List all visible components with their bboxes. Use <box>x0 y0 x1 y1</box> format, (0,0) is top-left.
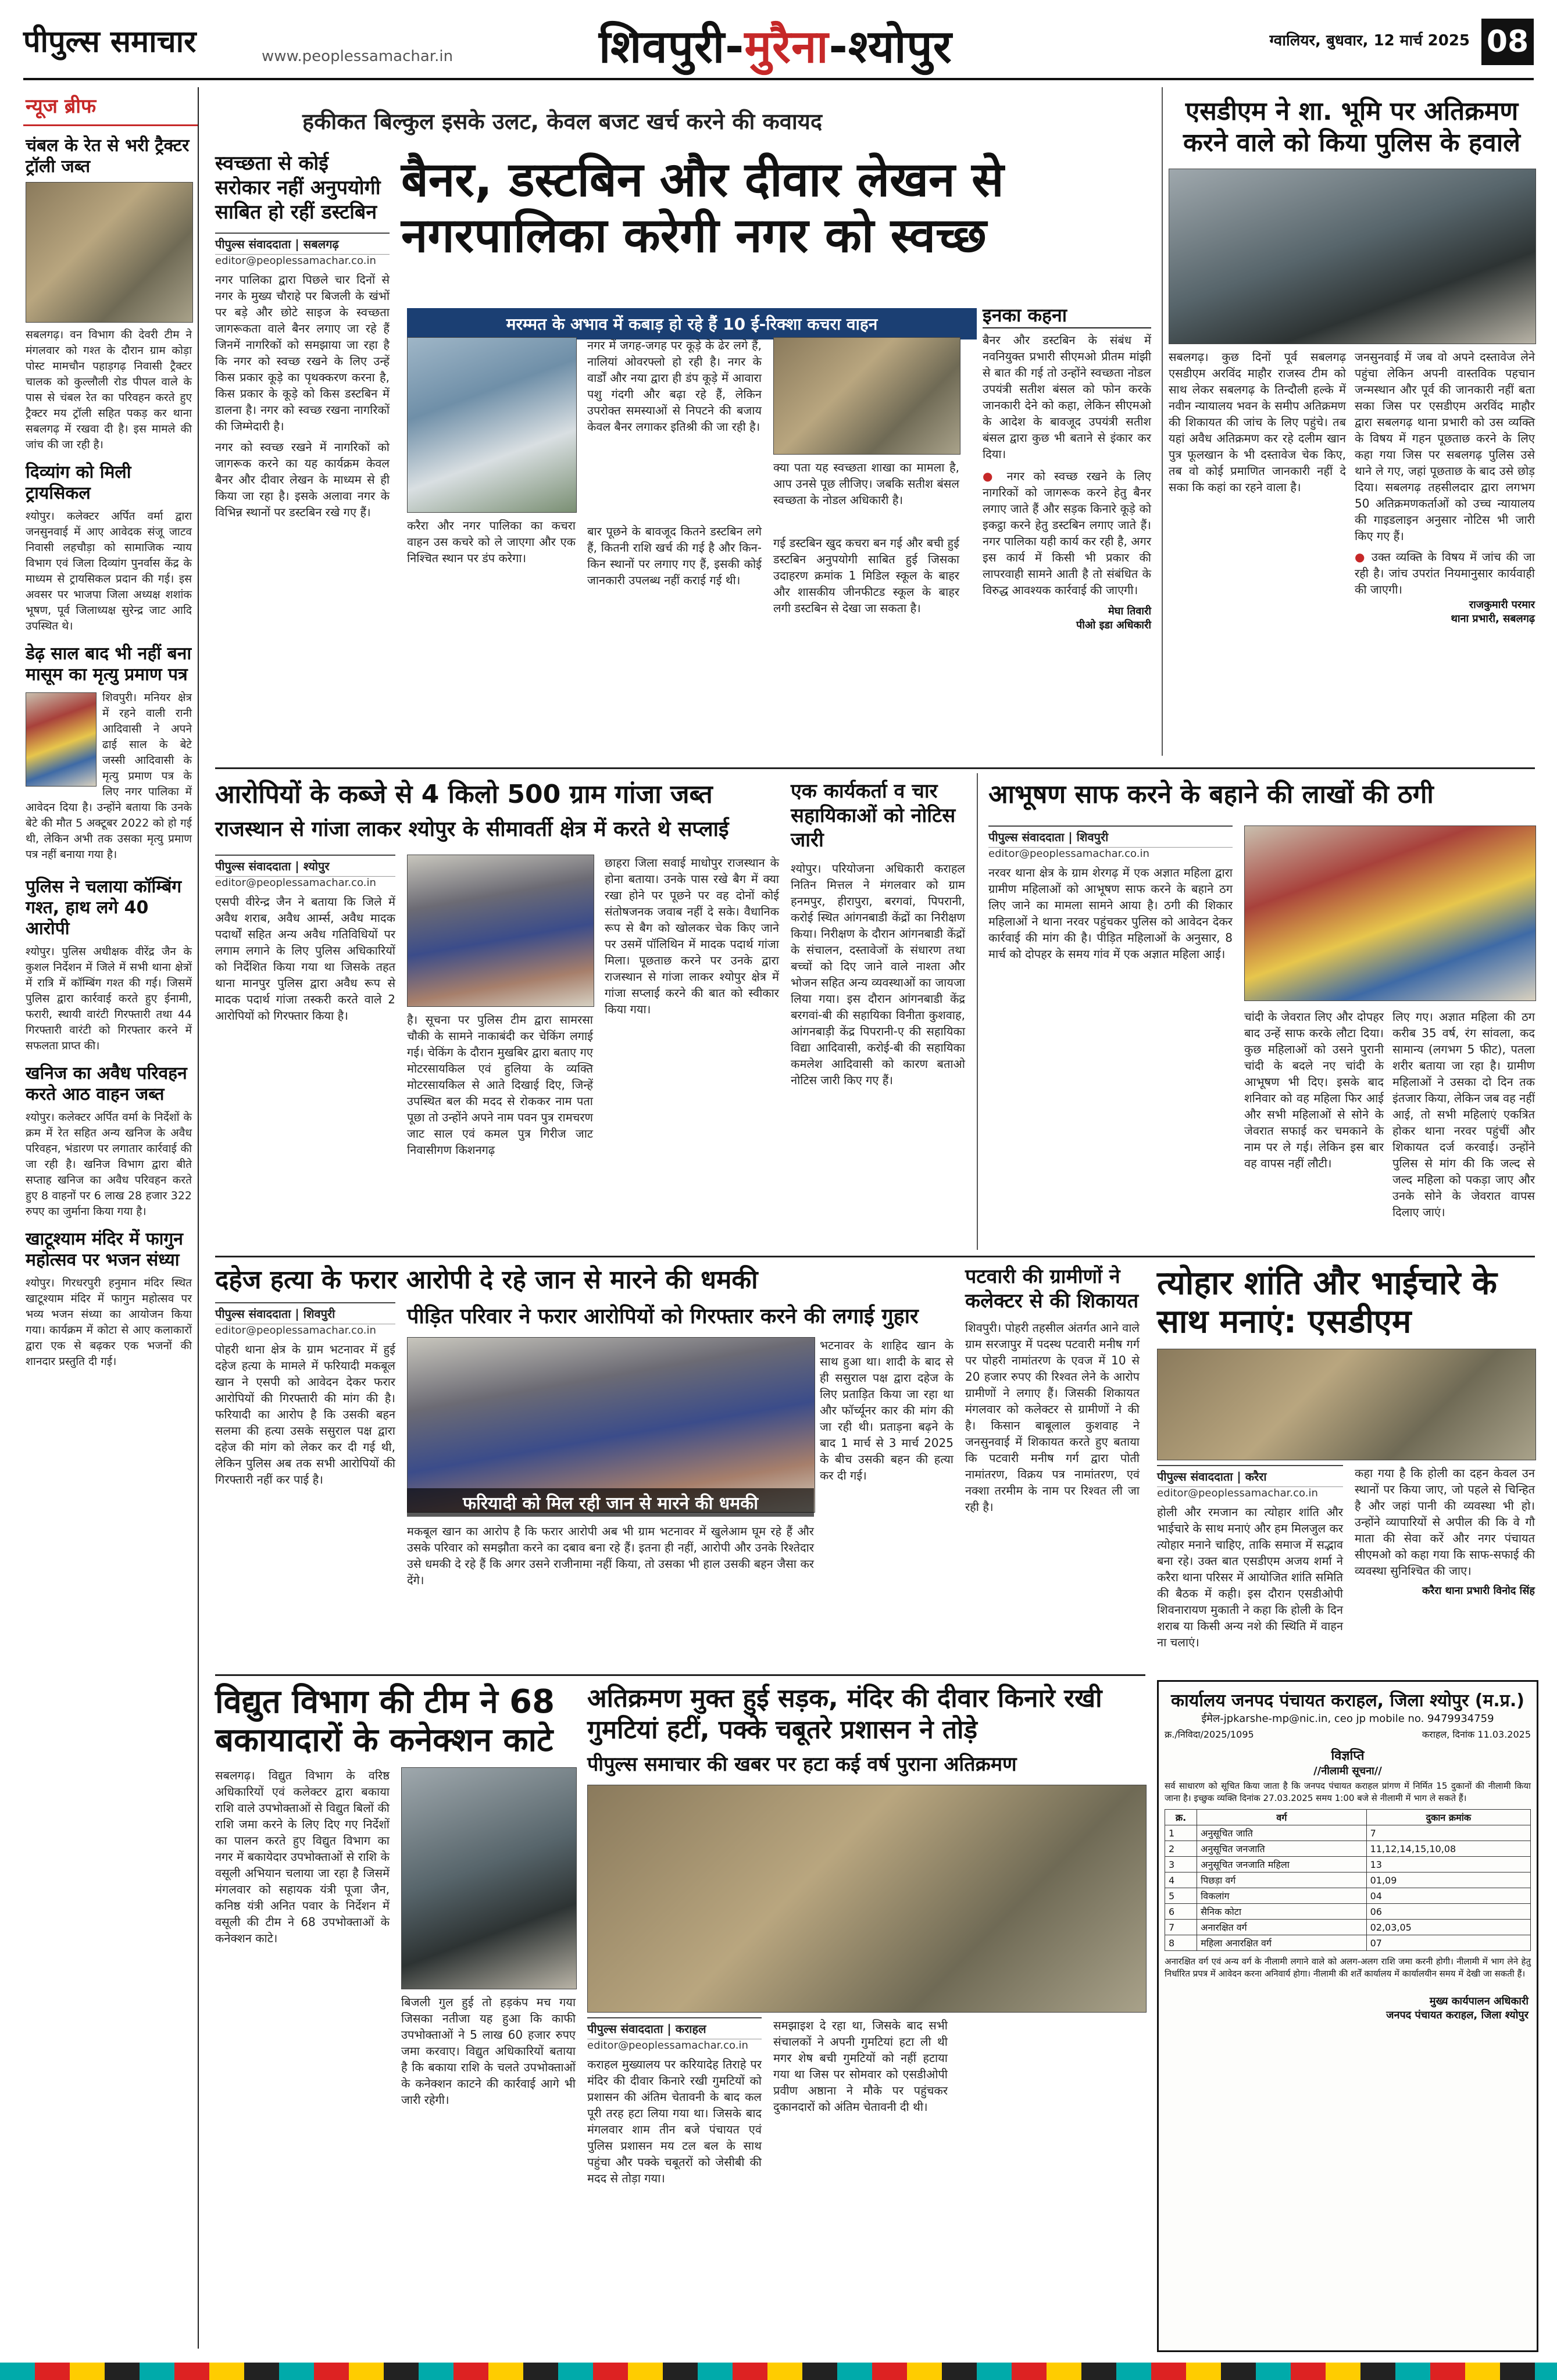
byline: पीपुल्स संवाददाता | शिवपुरी <box>988 826 1233 848</box>
story-body: चांदी के जेवरात लिए और दोपहर बाद उन्हें साफ करके लौटा दिया। कुछ महिलाओं को उसने पुरानी चांदी के बदले नए चांदी के आभूषण भी दिए। इसके बाद शनिवार को वह महिला फिर आई और सभी महिलाओं से सोने के जेवरात सफाई कर चमकाने के नाम पर ले गई। लेकिन इस बार वह वापस नहीं लौटी। <box>1244 1010 1384 1170</box>
story-body: है। सूचना पर पुलिस टीम द्वारा सामरसा चौकी के सामने नाकाबंदी कर चेकिंग लगाई गई। चेकिंग के दौरान मुखबिर द्वारा बताए गए मोटरसायकिल एवं हुलिया के व्यक्ति मोटरसायकिल से आते दिखाई दिए, जिन्हें उपस्थित बल की मदद से रोककर नाम पता पूछा तो उन्होंने अपने नाम पवन पुत्र रामचरण जाट साल एवं कमल पुत्र गिरीज जाट निवासीगण किशनगढ़ <box>407 1013 593 1157</box>
story-body: नरवर थाना क्षेत्र के ग्राम शेरगढ़ में एक अज्ञात महिला द्वारा ग्रामीण महिलाओं को आभूषण साफ करने के बहाने ठग लिए जाने का मामला सामने आया है। ठगी की शिकार महिलाओं ने थाना नरवर पहुंचकर पुलिस को आवेदन देकर कार्रवाई की मांग की है। पीड़ित महिलाओं के अनुसार, 8 मार्च को दोपहर के समय गांव में एक अज्ञात महिला आई। <box>988 866 1233 961</box>
section-divider <box>215 767 1535 769</box>
notice-date: कराहल, दिनांक 11.03.2025 <box>1422 1729 1531 1740</box>
jewel-col1 <box>988 826 1233 962</box>
dowry-col1 <box>215 1302 395 1488</box>
notice-headline: एक कार्यकर्ता व चार सहायिकाओं को नोटिस जारी <box>791 780 956 852</box>
notice-subtitle: //नीलामी सूचना// <box>1313 1765 1382 1777</box>
top-story-headline: बैनर, डस्टबिन और दीवार लेखन से नगरपालिका करेगी नगर को स्वच्छ <box>401 152 1004 263</box>
ganja-subheadline: राजस्थान से गांजा लाकर श्योपुर के सीमावर्ती क्षेत्र में करते थे सप्लाई <box>215 817 729 841</box>
news-brief-column <box>23 87 199 2349</box>
section-divider <box>215 1674 1145 1676</box>
statement-role: पीओ इडा अधिकारी <box>1076 619 1151 631</box>
brief-headline: खनिज का अवैध परिवहन करते आठ वाहन जब्त <box>26 1063 187 1105</box>
festival-headline: त्योहार शांति और भाईचारे के साथ मनाएं: एसडीएम <box>1157 1264 1497 1341</box>
notice-terms: अनारक्षित वर्ग एवं अन्य वर्ग के नीलामी लगाने वाले को अलग-अलग राशि जमा करनी होगी। नीलामी में भाग लेने हेतु निर्धारित प्रपत्र में आवेदन करना अनिवार्य होगा। नीलामी की शर्तें कार्यालय में कार्यालयीन समय में देखी जा सकती हैं। <box>1165 1956 1531 1979</box>
brief-headline: चंबल के रेत से भरी ट्रैक्टर ट्रॉली जब्त <box>26 135 190 177</box>
edition-mid: मुरैना <box>744 21 829 73</box>
ganja-headline: आरोपियों के कब्जे से 4 किलो 500 ग्राम गांजा जब्त <box>215 780 713 809</box>
edition-left: शिवपुरी- <box>599 21 745 73</box>
story-body: कराहल मुख्यालय पर करियादेह तिराहे पर मंदिर की दीवार किनारे रखी गुमटियों को प्रशासन की अंतिम चेतावनी के बाद कल पूरी तरह हटा लिया गया था। जिसके बाद मंगलवार शाम तीन बजे पंचायत एवं पुलिस प्रशासन मय टल बल के साथ पहुंचा और पक्के चबूतरों को जेसीबी की मदद से तोड़ा गया। <box>587 2057 762 2185</box>
story-body: समझाइश दे रहा था, जिसके बाद सभी संचालकों ने अपनी गुमटियां हटा ली थी मगर शेष बची गुमटियों को नहीं हटाया गया था जिस पर सोमवार को एसडीओपी प्रवीण अष्ठाना ने मौके पर पहुंचकर दुकानदारों को अंतिम चेतावनी दी थी। <box>773 2018 948 2114</box>
festival-reporter: करैरा थाना प्रभारी विनोद सिंह <box>1422 1585 1535 1597</box>
notice-signer-office: जनपद पंचायत कराहल, जिला श्योपुर <box>1386 2009 1529 2021</box>
story-body: मकबूल खान का आरोप है कि फरार आरोपी अब भी ग्राम भटनावर में खुलेआम घूम रहे हैं और उसके परिवार को समझौता करने का दबाव बना रहे हैं। इतना ही नहीं, आरोपी और उनके रिश्तेदार उसे धमकी दे रहे हैं कि अगर उसने राजीनामा नहीं किया, तो उसका भी हाल उसकी बहन जैसा कर देंगे। <box>407 1524 814 1587</box>
byline: पीपुल्स संवाददाता | सबलगढ़ <box>215 233 390 255</box>
story-body: होली और रमजान का त्योहार शांति और भाईचारे के साथ मनाएं और हम मिलजुल कर त्योहार मनाने चाहिए, ताकि समाज में सद्भाव बना रहे। उक्त बात एसडीएम अजय शर्मा ने करैरा थाना परिसर में आयोजित शांति समिति की बैठक में कही। इस दौरान एसडीओपी शिवनारायण मुकाती ने कहा कि होली के दिन शराब या किसी अन्य नशे की स्थिति में वाहन ना चलाएं। <box>1157 1505 1343 1649</box>
table-row: 1 अनुसूचित जाति 7 <box>1165 1825 1531 1841</box>
dateline: ग्वालियर, बुधवार, 12 मार्च 2025 <box>1269 32 1470 49</box>
peace-meeting-photo <box>1157 1349 1536 1460</box>
encroach-photo <box>587 1785 1147 2013</box>
sdm-photo <box>1169 169 1536 344</box>
news-brief-label: न्यूज ब्रीफ <box>23 87 198 126</box>
table-header: क्र. <box>1165 1810 1197 1825</box>
table-row: 7 अनारक्षित वर्ग 02,03,05 <box>1165 1920 1531 1935</box>
encroach-subheadline: पीपुल्स समाचार की खबर पर हटा कई वर्ष पुराना अतिक्रमण <box>587 1753 1017 1776</box>
notice-table-wrap <box>1159 1807 1537 1953</box>
notice-office: कार्यालय जनपद पंचायत कराहल, जिला श्योपुर (म.प्र.) <box>1171 1691 1524 1711</box>
brief-headline: दिव्यांग को मिली ट्रायसिकल <box>26 462 131 503</box>
sdm-right-col <box>1355 349 1535 626</box>
newspaper-brand: पीपुल्स समाचार <box>23 24 197 59</box>
story-body: भटनावर के शाहिद खान के साथ हुआ था। शादी के बाद से ही ससुराल पक्ष द्वारा दहेज के लिए प्रताड़ित किया जा रहा था और फॉर्च्यूनर कार की मांग की जा रही थी। प्रताड़ना बढ़ने के बाद 1 मार्च से 3 मार्च 2025 के बीच उसकी बहन की हत्या कर दी गई। <box>820 1338 954 1482</box>
inka-kahna-label: इनका कहना <box>983 302 1151 328</box>
electric-headline: विद्युत विभाग की टीम ने 68 बकायादारों के कनेक्शन काटे <box>215 1683 555 1759</box>
edition-title <box>599 14 952 76</box>
notice-ref: क्र./निविदा/2025/1095 <box>1165 1729 1254 1740</box>
column-divider <box>977 773 978 1250</box>
statement-name: राजकुमारी परमार <box>1469 599 1535 611</box>
notice-signer: मुख्य कार्यपालन अधिकारी <box>1429 1995 1529 2007</box>
brief-text: शिवपुरी। मनियर क्षेत्र में रहने वाली रानी आदिवासी ने अपने ढाई साल के बेटे जस्सी आदिवासी के मृत्यु प्रमाण पत्र के लिए नगर पालिका में आवेदन दिया है। उन्होंने बताया कि उनके बेटे की मौत 5 अक्टूबर 2022 को हो गई थी, लेकिन अभी तक उसका मृत्यु प्रमाण पत्र नहीं बनाया गया है। <box>26 691 192 861</box>
ganja-col1 <box>215 855 395 1024</box>
top-story-sidebar <box>215 151 390 520</box>
byline-email[interactable]: editor@peoplessamachar.co.in <box>215 877 376 889</box>
dowry-subheadline: पीड़ित परिवार ने फरार आरोपियों को गिरफ्तार करने की लगाई गुहार <box>407 1305 919 1328</box>
page-number: 08 <box>1481 19 1534 65</box>
brief-headline: पुलिस ने चलाया कॉम्बिंग गश्त, हाथ लगे 40 आरोपी <box>26 877 182 939</box>
story-body: नगर को स्वच्छ रखने में नागरिकों को जागरूक करने का यह कार्यक्रम केवल बैनर और दीवार लेखन के माध्यम से ही किया जा रहा है। इसके अलावा नगर के विभिन्न स्थानों पर डस्टबिन रखे गए हैं। <box>215 440 390 519</box>
top-story-strip: मरम्मत के अभाव में कबाड़ हो रहे हैं 10 ई-रिक्शा कचरा वाहन <box>407 308 977 340</box>
byline-email[interactable]: editor@peoplessamachar.co.in <box>215 255 376 267</box>
website-url[interactable]: www.peoplessamachar.in <box>262 48 453 65</box>
story-body: शिवपुरी। पोहरी तहसील अंतर्गत आने वाले ग्राम सरजापुर में पदस्थ पटवारी मनीष गर्ग पर पोहरी नामांतरण के एवज में 10 से 20 हजार रुपए की रिश्वत लेने के आरोप ग्रामीणों ने लगाए हैं। जिसकी शिकायत मंगलवार को कलेक्टर से ग्रामीणों ने की है। किसान बाबूलाल कुशवाह ने जनसुनवाई में शिकायत करते हुए बताया कि पटवारी मनीष गर्ग द्वारा पोती नामांतरण, विक्रय पत्र नामांतरण, एवं नक्शा तरमीम के नाम पर रिश्वत ली जा रही है। <box>965 1321 1140 1514</box>
shop-allocation-table <box>1165 1809 1531 1951</box>
story-body: नगर पालिका द्वारा पिछले चार दिनों से नगर के मुख्य चौराहे पर बिजली के खंभों पर बड़े और छोटे साइज के स्वच्छता जागरूकता वाले बैनर लगाए जा रहे हैं जिनमें नागरिकों को समझाया जा रहा है कि नगर को स्वच्छ रखने के लिए उन्हें किस प्रकार कूड़े का पृथक्करण करना है, किस प्रकार के कूड़े को किस डस्टबिन में डालना है। नगर को स्वच्छ रखना नागरिकों की जिम्मेदारी है। <box>215 273 390 433</box>
notice-title: विज्ञप्ति <box>1331 1749 1365 1763</box>
byline-email[interactable]: editor@peoplessamachar.co.in <box>215 1324 376 1336</box>
byline-email[interactable]: editor@peoplessamachar.co.in <box>587 2039 748 2052</box>
patwari-headline: पटवारी की ग्रामीणों ने कलेक्टर से की शिकायत <box>965 1265 1139 1313</box>
festival-col1 <box>1157 1465 1343 1650</box>
jewel-headline: आभूषण साफ करने के बहाने की लाखों की ठगी <box>988 780 1434 809</box>
brief-text: श्योपुर। कलेक्टर अर्पित वर्मा द्वारा जनसुनवाई में आए आवेदक संजू जाटव निवासी लहचौड़ा को सामाजिक न्याय विभाग एवं जिला दिव्यांग पुनर्वास केंद्र के माध्यम से ट्रायसिकल प्रदान की गई। इस अवसर पर भाजपा जिला अध्यक्ष शशांक भूषण, पूर्व जिलाध्यक्ष सुरेन्द्र जाट आदि उपस्थित थे। <box>26 510 192 632</box>
dowry-headline: दहेज हत्या के फरार आरोपी दे रहे जान से मारने की धमकी <box>215 1265 758 1295</box>
story-body: बार पूछने के बावजूद कितने डस्टबिन लगे हैं, कितनी राशि खर्च की गई है और किन-किन स्थानों पर लगाए गए हैं, इसकी कोई जानकारी उपलब्ध नहीं कराई गई थी। <box>587 524 762 587</box>
byline: पीपुल्स संवाददाता | करैरा <box>1157 1465 1343 1487</box>
brief-text: श्योपुर। गिरधरपुरी हनुमान मंदिर स्थित खाटूश्याम मंदिर में फागुन महोत्सव पर भव्य भजन संध्या का आयोजन किया गया। कार्यक्रम में कोटा से आए कलाकारों द्वारा एक से बढ़कर एक भजनों की शानदार प्रस्तुति दी गई। <box>26 1277 192 1368</box>
byline: पीपुल्स संवाददाता | श्योपुर <box>215 855 395 877</box>
story-body: जनसुनवाई में जब वो अपने दस्तावेज लेने पहुंचा लेकिन अपनी वास्तविक पहचान जन्मस्थान और पूर्व की जानकारी नहीं बता सका जिस पर एसडीएम अरविंद माहौर द्वारा सबलगढ़ थाना प्रभारी को उस व्यक्ति के विषय में गहन पूछताछ करने के लिए कहा गया जिस पर सबलगढ़ पुलिस उसे थाने ले गए, जहां पूछताछ के बाद उसे छोड़ दिया। सबलगढ़ तहसीलदार द्वारा लगभग 50 अतिक्रमणकर्ताओं को उच्च न्यायालय की गाइडलाइन अनुसार नोटिस भी जारी किए गए हैं। <box>1355 350 1535 543</box>
festival-col2 <box>1355 1465 1535 1598</box>
sidebar-headline: स्वच्छता से कोई सरोकार नहीं अनुपयोगी साबित हो रहीं डस्टबिन <box>215 152 381 224</box>
table-row: 8 महिला अनारक्षित वर्ग 07 <box>1165 1935 1531 1951</box>
brief-headline: डेढ़ साल बाद भी नहीं बना मासूम का मृत्यु प्रमाण पत्र <box>26 644 192 685</box>
sdm-headline: एसडीएम ने शा. भूमि पर अतिक्रमण करने वाले को किया पुलिस के हवाले <box>1183 97 1520 158</box>
photo-caption: फरियादी को मिल रही जान से मारने की धमकी <box>407 1488 814 1517</box>
statement-quote: ● नगर को स्वच्छ रखने के लिए नागरिकों को जागरूक करने हेतु बैनर लगाए जाते हैं और सड़क किनारे कूड़े को इकट्ठा करने हेतु डस्टबिन लगाए जाते हैं। नगर पालिका यही कार्य कर रही है, अगर इस कार्य में किसी भी प्रकार की लापरवाही सामने आती है तो संबंधित के विरुद्ध आवश्यक कार्रवाई की जाएगी। <box>983 468 1151 598</box>
statement-role: थाना प्रभारी, सबलगढ़ <box>1451 613 1535 625</box>
story-body: सबलगढ़। कुछ दिनों पूर्व सबलगढ़ एसडीएम अरविंद माहौर राजस्व टीम को साथ लेकर सबलगढ़ के तिन्दौली हल्के में नवीन न्यायालय भवन के समीप अतिक्रमण की शिकायत की जांच के लिए पहुंचे। तब यहां अवैध अतिक्रमण कर रहे दलीम खान पुत्र फूलखान के भी दस्तावेज चेक किए, तब वो कोई प्रमाणित जानकारी नहीं दे सका कि कहां का रहने वाला है। <box>1169 350 1346 494</box>
byline: पीपुल्स संवाददाता | कराहल <box>587 2017 762 2039</box>
edition-right: -श्योपुर <box>829 21 952 73</box>
byline: पीपुल्स संवाददाता | शिवपुरी <box>215 1302 395 1324</box>
byline-email[interactable]: editor@peoplessamachar.co.in <box>988 848 1149 860</box>
story-body: गई डस्टबिन खुद कचरा बन गई और बची हुई डस्टबिन अनुपयोगी साबित हुई जिसका उदाहरण क्रमांक 1 मिडिल स्कूल के बाहर और शासकीय जीनफीटड स्कूल के बाहर लगी डस्टबिन से देखा जा सकता है। <box>773 536 959 615</box>
story-body: सबलगढ़। विद्युत विभाग के वरिष्ठ अधिकारियों एवं कलेक्टर द्वारा बकाया राशि वाले उपभोक्ताओं से विद्युत बिलों की राशि जमा करने के लिए दिए गए निर्देशों का पालन करते हुए विद्युत विभाग का नगर में बकायेदार उपभोक्ताओं से राशि के वसूली अभियान चलाया जा रहा है जिसमें मंगलवार को सहायक यंत्री पूजा जैन, कनिष्ठ यंत्री अनित पवार के निर्देशन में वसूली की टीम ने 68 उपभोक्ताओं के कनेक्शन काटे। <box>215 1768 390 1945</box>
encroach-headline: अतिक्रमण मुक्त हुई सड़क, मंदिर की दीवार किनारे रखी गुमटियां हटीं, पक्के चबूतरे प्रशासन ने तोड़े <box>587 1684 1102 1745</box>
masthead <box>23 14 1534 80</box>
garbage-vehicles-photo <box>773 337 960 455</box>
inka-kahna-box <box>983 302 1151 632</box>
print-color-bar <box>0 2363 1557 2380</box>
electric-pole-photo <box>401 1767 577 1989</box>
brief-photo-woman <box>26 692 97 787</box>
brief-text: सबलगढ़। वन विभाग की देवरी टीम ने मंगलवार को गश्त के दौरान ग्राम कोड़ा पोस्ट मामचौन पहाड़गढ़ निवासी ट्रैक्टर चालक को कुल्लौली रोड पीपल वाले के पास से चंबल रेत का परिवहन करते हुए ट्रैक्टर मय ट्रॉली सहित पकड़ कर थाना सबलगढ़ में रखवा दी है। इस मामले की जांच की जा रही है। <box>26 328 192 451</box>
dowry-photo <box>407 1337 815 1513</box>
story-body: लिए गए। अज्ञात महिला की ठग करीब 35 वर्ष, रंग सांवला, कद सामान्य (लगभग 5 फीट), पतला शरीर बताया जा रहा है। ग्रामीण महिलाओं ने उसका दो दिन तक इंतजार किया, लेकिन जब वह नहीं आई, तो सभी महिलाएं एकत्रित होकर थाना नरवर पहुंचीं और शिकायत दर्ज करवाई। उन्होंने पुलिस से मांग की कि जल्द से जल्द महिला को पकड़ा जाए और उनके सोने के जेवरात वापस दिलाए जाएं। <box>1392 1010 1535 1219</box>
brief-text: श्योपुर। कलेक्टर अर्पित वर्मा के निर्देशों के क्रम में रेत सहित अन्य खनिज के अवैध परिवहन, भंडारण पर लगातार कार्रवाई की जा रही है। खनिज विभाग द्वारा बीते सप्ताह खनिज का अवैध परिवहन करते हुए 8 वाहनों पर 6 लाख 28 हजार 322 रुपए का जुर्माना किया गया है। <box>26 1111 192 1218</box>
jewel-victims-photo <box>1244 826 1536 1001</box>
story-body: श्योपुर। परियोजना अधिकारी कराहल नितिन मित्तल ने मंगलवार को ग्राम हनमपुर, हीरापुरा, बरगवां, पिपरानी, करोई स्थित आंगनबाडी केंद्रों का निरीक्षण किया। निरीक्षण के दौरान आंगनबाडी केंद्रों के संचालन, दस्तावेजों के संधारण तथा बच्चों को दिए जाने वाले नाश्ता और भोजन सहित अन्य व्यवस्थाओं का जायजा लिया गया। इस दौरान आंगनबाडी केंद्र बरगवां-बी की सहायिका विनीता कुशवाह, आंगनबाड़ी केंद्र पिपरानी-ए की सहायिका विद्या आदिवासी, करोई-बी की सहायिका कमलेश आदिवासी को कारण बताओ नोटिस जारी किए गए हैं। <box>791 862 965 1087</box>
table-row: 3 अनुसूचित जनजाति महिला 13 <box>1165 1857 1531 1872</box>
ganja-arrest-photo <box>407 855 594 1007</box>
section-divider <box>215 1256 1535 1257</box>
brief-text: श्योपुर। पुलिस अधीक्षक वीरेंद्र जैन के कुशल निर्देशन में जिले में सभी थाना क्षेत्रों में रात्रि में कॉम्बिंग गश्त की गई। जिसमें पुलिस द्वारा कार्रवाई करते हुए ईनामी, फरारी, स्थायी वारंटी गिरफ्तारी तथा 44 गिरफ्तारी वारंटी को गिरफ्तार करने में सफलता प्राप्त की। <box>26 945 192 1052</box>
story-body: कहा गया है कि होली का दहन केवल उन स्थानों पर किया जाए, जो पहले से चिन्हित है और जहां पानी की व्यवस्था भी हो। उन्होंने व्यापारियों से अपील की कि वे गौ माता की सेवा करें और नगर पंचायत सीएमओ को कहा गया कि साफ-सफाई की व्यवस्था सुनिश्चित की जाए। <box>1355 1466 1535 1578</box>
notice-ref-row <box>1159 1725 1537 1743</box>
dustbin-photo <box>407 337 577 513</box>
tender-notice <box>1157 1680 1538 2352</box>
byline-email[interactable]: editor@peoplessamachar.co.in <box>1157 1487 1318 1499</box>
story-body: बिजली गुल हुई तो हड़कंप मच गया जिसका नतीजा यह हुआ कि काफी उपभोक्ताओं ने 5 लाख 60 हजार रुपए जमा करवाए। विद्युत अधिकारियों बताया है कि बकाया राशि के चलते उपभोक्ताओं के कनेक्शन काटने की कार्रवाई आगे भी जारी रहेगी। <box>401 1995 576 2107</box>
story-body: पोहरी थाना क्षेत्र के ग्राम भटनावर में हुई दहेज हत्या के मामले में फरियादी मकबूल खान ने एसपी को आवेदन देकर फरार आरोपियों की गिरफ्तारी की मांग की है। फरियादी का आरोप है कि उसकी बहन सलमा की हत्या उसके ससुराल पक्ष द्वारा दहेज की मांग को लेकर कर दी गई थी, लेकिन पुलिस अब तक सभी आरोपियों की गिरफ्तारी नहीं कर पाई है। <box>215 1342 395 1486</box>
photo-caption: क्या पता यह स्वच्छता शाखा का मामला है, आप उनसे पूछ लीजिए। जबकि सतीश बंसल स्वच्छता के नोडल अधिकारी है। <box>773 460 959 507</box>
statement-quote: ● उक्त व्यक्ति के विषय में जांच की जा रही है। जांच उपरांत नियमानुसार कार्यवाही की जाएगी। <box>1355 549 1535 598</box>
statement-name: मेघा तिवारी <box>1108 605 1151 617</box>
table-row: 6 सैनिक कोटा 06 <box>1165 1904 1531 1920</box>
statement-text: बैनर और डस्टबिन के संबंध में नवनियुक्त प्रभारी सीएमओ प्रीतम मांझी से बात की गई तो उन्होंने स्वच्छता नोडल उपयंत्री सतीश बंसल को फोन करके जानकारी देने को कहा, लेकिन सीएमओ के आदेश के बावजूद उपयंत्री सतीश बंसल द्वारा कुछ भी बताने से इंकार कर दिया। <box>983 333 1151 461</box>
table-row: 2 अनुसूचित जनजाति 11,12,14,15,10,08 <box>1165 1841 1531 1857</box>
table-header: वर्ग <box>1197 1810 1366 1825</box>
story-body: नगर में जगह-जगह पर कूड़े के ढेर लगे हैं, नालियां ओवरफ्लो हो रही है। नगर के वार्डों और नया द्वारा ही डंप कूड़े में आवारा पशु गंदगी और बढ़ा रहे हैं, लेकिन उपरोक्त समस्याओं से निपटने की बजाय केवल बैनर लगाकर इतिश्री की जा रही है। <box>587 338 762 434</box>
column-divider <box>1162 87 1163 756</box>
table-header: दुकान क्रमांक <box>1366 1810 1530 1825</box>
table-row: 5 विकलांग 04 <box>1165 1888 1531 1904</box>
story-body: एसपी वीरेन्द्र जैन ने बताया कि जिले में अवैध शराब, अवैध आर्म्स, अवैध मादक पदार्थों सहित अन्य अवैध गतिविधियों पर लगाम लगाने के लिए पुलिस अधिकारियों को निर्देशित किया गया था जिसके तहत थाना मानपुर पुलिस द्वारा अवैध रूप से मादक पदार्थ गांजा तस्करी करते वाले 2 आरोपियों को गिरफ्तार किया है। <box>215 895 395 1023</box>
brief-photo-tractor <box>26 182 193 323</box>
table-row: 4 पिछड़ा वर्ग 01,09 <box>1165 1872 1531 1888</box>
top-story-kicker: हकीकत बिल्कुल इसके उलट, केवल बजट खर्च करने की कवायद <box>302 109 822 134</box>
notice-contact: ईमेल-jpkarshe-mp@nic.in, ceo jp mobile no. 9479934759 <box>1201 1713 1494 1725</box>
encroach-col1 <box>587 2017 762 2186</box>
brief-headline: खाटूश्याम मंदिर में फागुन महोत्सव पर भजन संध्या <box>26 1229 183 1270</box>
notice-intro: सर्व साधारण को सूचित किया जाता है कि जनपद पंचायत कराहल प्रांगण में निर्मित 15 दुकानों की नीलामी किया जाना है। इच्छुक व्यक्ति दिनांक 27.03.2025 समय 1:00 बजे से नीलामी में भाग ले सकते हैं। <box>1165 1781 1531 1803</box>
photo-caption: करैरा और नगर पालिका का कचरा वाहन उस कचरे को ले जाएगा और एक निश्चित स्थान पर डंप करेगा। <box>407 519 576 565</box>
story-body: छाहरा जिला सवाई माधोपुर राजस्थान के होना बताया। उनके पास रखे बैग में क्या रखा होने पर पूछने पर वह दोनों कोई संतोषजनक जवाब नहीं दे सके। वैधानिक रूप से बैग को खोलकर चेक किए जाने पर उसमें पॉलिथिन में मादक पदार्थ गांजा मिला। पूछताछ करने पर उनके द्वारा राजस्थान से गांजा लाकर श्योपुर क्षेत्र में गांजा सप्लाई करने की बात को स्वीकार किया गया। <box>605 856 779 1016</box>
